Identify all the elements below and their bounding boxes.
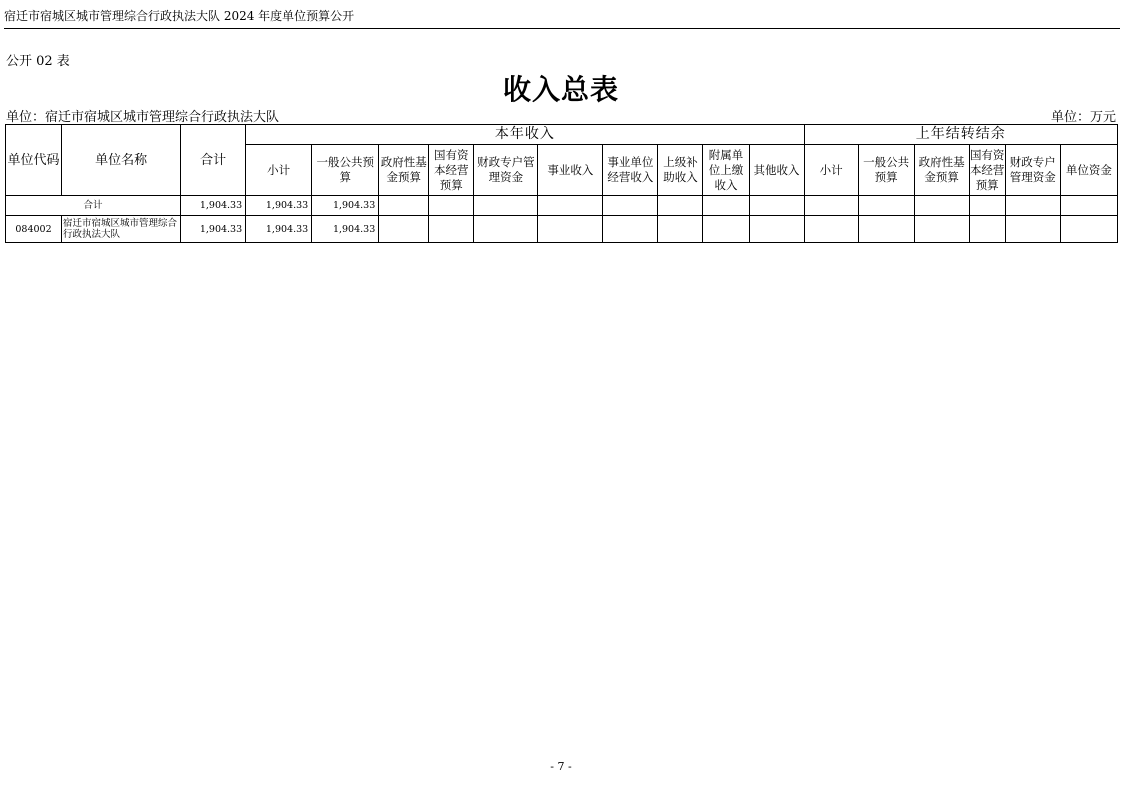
- table-cell: [603, 196, 658, 216]
- header-current-state-capital: 国有资本经营预算: [429, 145, 474, 196]
- table-row: [6, 216, 1118, 243]
- header-prior-state-capital: 国有资本经营预算: [969, 145, 1005, 196]
- table-cell: 1,904.33: [246, 216, 312, 243]
- table-cell: [1005, 196, 1060, 216]
- table-cell: [658, 216, 703, 243]
- header-unit-code: 单位代码: [6, 125, 62, 196]
- header-prior-unit-funds: 单位资金: [1060, 145, 1117, 196]
- table-cell: [658, 196, 703, 216]
- table-cell: [703, 196, 749, 216]
- header-total: 合计: [181, 125, 246, 196]
- table-cell: [538, 216, 603, 243]
- table-cell: [379, 216, 429, 243]
- income-summary-table: [5, 124, 1118, 243]
- table-cell: [749, 196, 804, 216]
- document-title: 收入总表: [502, 73, 619, 106]
- table-cell: [474, 216, 538, 243]
- table-cell: [749, 216, 804, 243]
- form-code: 公开 02 表: [6, 54, 70, 69]
- row-total: 1,904.33: [181, 216, 246, 243]
- table-cell: [379, 196, 429, 216]
- table-cell: [804, 216, 858, 243]
- header-prior-general-budget: 一般公共预算: [858, 145, 914, 196]
- header-unit-name: 单位名称: [62, 125, 181, 196]
- row-unit-name: 宿迁市宿城区城市管理综合行政执法大队: [62, 216, 181, 243]
- table-cell: [1060, 216, 1117, 243]
- row-unit-code: 084002: [6, 216, 62, 243]
- header-current-subtotal: 小计: [246, 145, 312, 196]
- header-current-operating-income: 事业单位经营收入: [603, 145, 658, 196]
- running-header: 宿迁市宿城区城市管理综合行政执法大队 2024 年度单位预算公开: [4, 9, 355, 23]
- table-cell: [858, 216, 914, 243]
- table-row-total: [6, 196, 1118, 216]
- header-current-general-budget: 一般公共预算: [312, 145, 379, 196]
- table-cell: [429, 196, 474, 216]
- header-prior-subtotal: 小计: [804, 145, 858, 196]
- unit-organization: 单位：宿迁市宿城区城市管理综合行政执法大队: [6, 110, 280, 125]
- header-current-business-income: 事业收入: [538, 145, 603, 196]
- table-cell: [858, 196, 914, 216]
- table-cell: [969, 216, 1005, 243]
- table-cell: [914, 216, 969, 243]
- header-rule: [4, 28, 1120, 29]
- header-current-superior-subsidy: 上级补助收入: [658, 145, 703, 196]
- header-current-special-account: 财政专户管理资金: [474, 145, 538, 196]
- table-cell: 1,904.33: [312, 196, 379, 216]
- table-cell: [804, 196, 858, 216]
- header-current-other-income: 其他收入: [749, 145, 804, 196]
- table-cell: [474, 196, 538, 216]
- table-cell: [603, 216, 658, 243]
- table-cell: 1,904.33: [246, 196, 312, 216]
- table-cell: [969, 196, 1005, 216]
- total-row-label: 合计: [6, 196, 181, 216]
- header-group-current-income: 本年收入: [246, 125, 804, 145]
- table-cell: [703, 216, 749, 243]
- table-cell: [1005, 216, 1060, 243]
- unit-currency: 单位：万元: [1050, 110, 1116, 125]
- table-cell: [914, 196, 969, 216]
- table-cell: [1060, 196, 1117, 216]
- total-row-total: 1,904.33: [181, 196, 246, 216]
- header-current-gov-fund: 政府性基金预算: [379, 145, 429, 196]
- header-prior-gov-fund: 政府性基金预算: [914, 145, 969, 196]
- table-cell: 1,904.33: [312, 216, 379, 243]
- table-cell: [429, 216, 474, 243]
- header-prior-special-account: 财政专户管理资金: [1005, 145, 1060, 196]
- header-group-prior-carryover: 上年结转结余: [804, 125, 1117, 145]
- table-cell: [538, 196, 603, 216]
- header-current-affiliate-remittance: 附属单位上缴收入: [703, 145, 749, 196]
- page-number: - 7 -: [550, 760, 572, 773]
